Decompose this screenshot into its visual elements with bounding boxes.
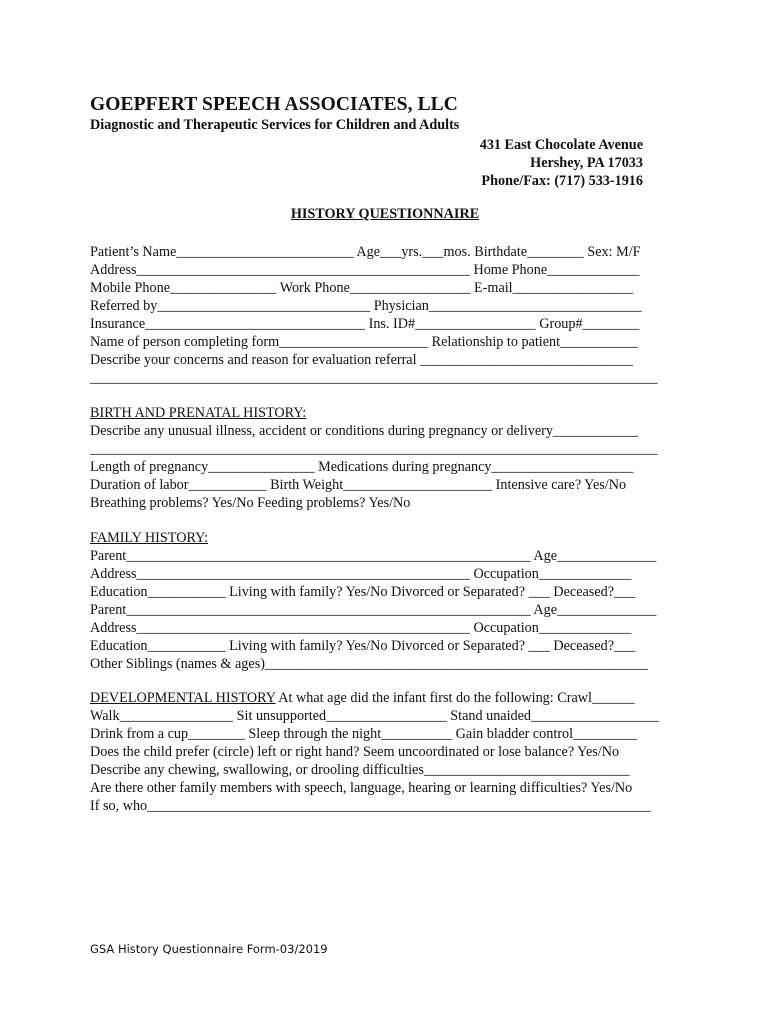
parent-1-line[interactable]: Parent_________________________________________________________ Age______________: [90, 548, 657, 564]
footer-form-id: GSA History Questionnaire Form-03/2019: [90, 942, 328, 956]
crawl-question: At what age did the infant first do the following: Crawl______: [275, 690, 635, 706]
breathing-feeding-line[interactable]: Breathing problems? Yes/No Feeding problems? Yes/No: [90, 495, 411, 511]
walk-line[interactable]: Walk________________ Sit unsupported_________________ Stand unaided__________________: [90, 708, 659, 724]
concerns-blank-line[interactable]: ________________________________________________________________________________: [90, 370, 658, 386]
pregnancy-blank-line[interactable]: ________________________________________________________________________________: [90, 441, 658, 457]
parent-1-education-line[interactable]: Education___________ Living with family? Yes/No Divorced or Separated? ___ Deceased?___: [90, 584, 636, 600]
concerns-line[interactable]: Describe your concerns and reason for evaluation referral ______________________________: [90, 352, 633, 368]
developmental-crawl-line[interactable]: [90, 689, 635, 707]
if-so-who-line[interactable]: If so, who_______________________________________________________________________: [90, 798, 651, 814]
pregnancy-conditions-line[interactable]: Describe any unusual illness, accident or conditions during pregnancy or delivery____________: [90, 423, 639, 439]
address-line[interactable]: Address_______________________________________________ Home Phone_____________: [90, 262, 640, 278]
phone-fax: Phone/Fax: (717) 533-1916: [481, 173, 643, 189]
insurance-line[interactable]: Insurance_______________________________ Ins. ID#_________________ Group#________: [90, 316, 640, 332]
labor-duration-line[interactable]: Duration of labor___________ Birth Weight_____________________ Intensive care? Yes/No: [90, 477, 627, 493]
family-history-heading: FAMILY HISTORY:: [90, 530, 209, 546]
referred-by-line[interactable]: Referred by______________________________ Physician______________________________: [90, 298, 642, 314]
parent-2-line[interactable]: Parent_________________________________________________________ Age______________: [90, 602, 657, 618]
birth-history-heading: BIRTH AND PRENATAL HISTORY:: [90, 405, 307, 421]
pregnancy-length-line[interactable]: Length of pregnancy_______________ Medications during pregnancy____________________: [90, 459, 634, 475]
person-completing-line[interactable]: Name of person completing form_____________________ Relationship to patient___________: [90, 334, 639, 350]
form-title: HISTORY QUESTIONNAIRE: [290, 206, 480, 222]
parent-1-address-line[interactable]: Address_______________________________________________ Occupation_____________: [90, 566, 632, 582]
company-tagline: Diagnostic and Therapeutic Services for Children and Adults: [90, 117, 460, 133]
siblings-line[interactable]: Other Siblings (names & ages)______________________________________________________: [90, 656, 649, 672]
company-name: GOEPFERT SPEECH ASSOCIATES, LLC: [90, 94, 458, 115]
city-state-zip: Hershey, PA 17033: [530, 155, 643, 171]
hand-preference-line[interactable]: Does the child prefer (circle) left or right hand? Seem uncoordinated or lose balance? Yes/No: [90, 744, 620, 760]
drink-line[interactable]: Drink from a cup________ Sleep through the night__________ Gain bladder control_________: [90, 726, 637, 742]
street-address: 431 East Chocolate Avenue: [479, 137, 643, 153]
family-difficulties-line[interactable]: Are there other family members with speech, language, hearing or learning difficulties? Yes/No: [90, 780, 633, 796]
patient-name-line[interactable]: Patient’s Name_________________________ Age___yrs.___mos. Birthdate________ Sex: M/F: [90, 244, 641, 260]
parent-2-education-line[interactable]: Education___________ Living with family? Yes/No Divorced or Separated? ___ Deceased?___: [90, 638, 636, 654]
developmental-history-heading: DEVELOPMENTAL HISTORY: [90, 690, 276, 706]
phone-line[interactable]: Mobile Phone_______________ Work Phone_________________ E-mail_________________: [90, 280, 634, 296]
parent-2-address-line[interactable]: Address_______________________________________________ Occupation_____________: [90, 620, 632, 636]
chewing-line[interactable]: Describe any chewing, swallowing, or drooling difficulties_____________________________: [90, 762, 630, 778]
